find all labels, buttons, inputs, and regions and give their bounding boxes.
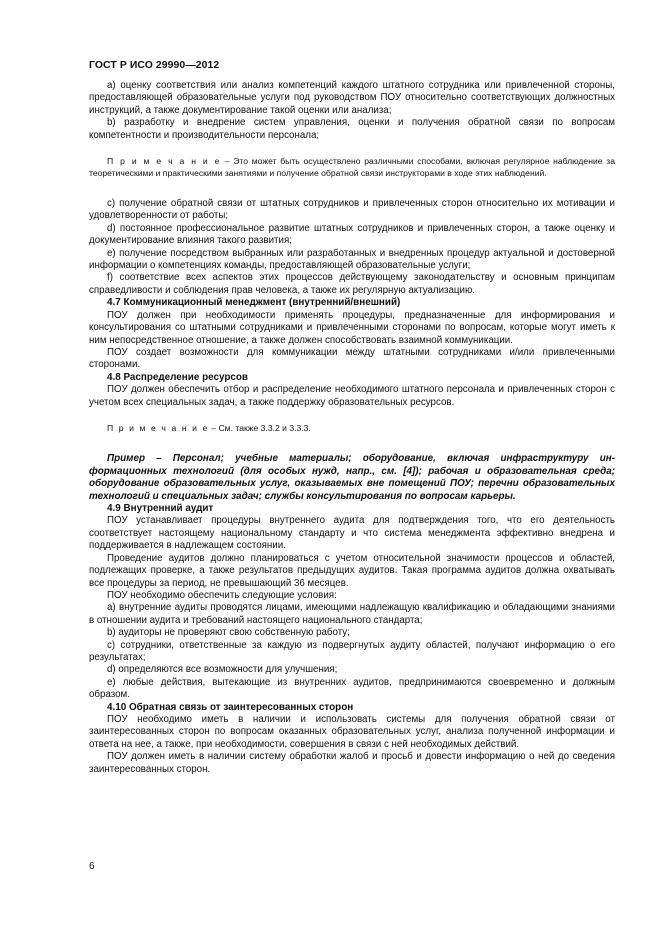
- note-label: П р и м е ч а н и е: [107, 422, 209, 433]
- paragraph-4-7-1: ПОУ должен при необходимости применять процедуры, предназначенные для информирования и консультирования со штатными сотрудниками и привлеченными сторонами по вопросам, которые могут иметь к ним непосредственное отношение, а также должен способствовать взаимной коммуникации.: [89, 309, 615, 346]
- page-number: 6: [89, 861, 95, 872]
- paragraph-4-9-3: ПОУ необходимо обеспечить следующие условия:: [107, 589, 337, 601]
- document-page: [89, 60, 615, 776]
- note-label: П р и м е ч а н и е: [107, 156, 221, 167]
- note-paragraph: [89, 423, 615, 435]
- note-text: – Это может быть осуществлено различными способами, включая регулярное наблюдение за теоретическими и практическими занятиями и получение обратной связи инструкторами в ходе этих наблюдений.: [89, 156, 615, 178]
- section-heading-4-10: 4.10 Обратная связь от заинтересованных сторон: [107, 701, 354, 713]
- paragraph-4-6-b: b) разработку и внедрение систем управления, оценки и получения обратной связи по вопросам компетентности и производительности персонала;: [89, 117, 615, 141]
- example-paragraph: Пример – Персонал; учебные материалы; оборудование, включая инфраструктуру информационных технологий (для особых нужд, напр., см. [4]); рабочая и образовательная среда; оборудование образовательных услуг, оказываемых вне помещений ПОУ; перечни образовательных технологий и специальных задач; службы консультирования по вопросам карьеры.: [89, 453, 615, 502]
- paragraph-4-9-b: b) аудиторы не проверяют свою собственную работу;: [107, 627, 350, 639]
- paragraph-4-7-2: ПОУ создает возможности для коммуникации между штатными сотрудниками и/или привлеченными сторонами.: [89, 346, 615, 371]
- paragraph-4-9-1: ПОУ устанавливает процедуры внутреннего аудита для подтверждения того, что его деятельность соответствует настоящему национальному стандарту и что система менеджмента эффективно внедрена и поддерживается в надлежащем состоянии.: [89, 515, 615, 552]
- paragraph-4-9-c: c) сотрудники, ответственные за каждую из подвергнутых аудиту областей, получают информацию о его результатах;: [89, 639, 615, 663]
- paragraph-4-8-1: ПОУ должен обеспечить отбор и распределение необходимого штатного персонала и привлеченных сторон с учетом всех специальных задач, а также поддержку образовательных ресурсов.: [89, 384, 615, 408]
- section-heading-4-7: 4.7 Коммуникационный менеджмент (внутренний/внешний): [107, 297, 401, 309]
- paragraph-4-10-1: ПОУ необходимо иметь в наличии и использовать системы для получения обратной связи от заинтересованных сторон по вопросам оказанных образовательных услуг, анализа полученной информации и ответа на нее, а также, при необходимости, совершения в связи с ней необходимых действий.: [89, 713, 615, 750]
- paragraph-4-6-a: а) оценку соответствия или анализ компетенций каждого штатного сотрудника или привлеченной стороны, предоставляющей образовательные услуги под руководством ПОУ относительно соответствующих должностных инструкций, а также документирование такой оценки или анализа;: [89, 80, 615, 116]
- paragraph-4-9-d: d) определяются все возможности для улучшения;: [107, 664, 338, 676]
- paragraph-4-6-d: d) постоянное профессиональное развитие штатных сотрудников и привлеченных сторон, а также оценку и документирование влияния такого развития;: [89, 222, 615, 247]
- section-heading-4-9: 4.9 Внутренний аудит: [107, 503, 214, 515]
- paragraph-4-10-2: ПОУ должен иметь в наличии систему обработки жалоб и просьб и довести информацию о ней до сведения заинтересованных сторон.: [89, 751, 615, 775]
- section-heading-4-8: 4.8 Распределение ресурсов: [107, 371, 248, 383]
- note-text: – См. также 3.3.2 и 3.3.3.: [208, 422, 311, 433]
- paragraph-4-6-f: f) соответствие всех аспектов этих процессов действующему законодательству и основным принципам справедливости и соблюдения прав человека, а также их регулярную актуализацию.: [89, 272, 615, 296]
- paragraph-4-6-c: c) получение обратной связи от штатных сотрудников и привлеченных сторон относительно их мотивации и удовлетворенности от работы;: [89, 198, 615, 222]
- paragraph-4-9-a: а) внутренние аудиты проводятся лицами, имеющими надлежащую квалификацию и обладающими знаниями в отношении аудита и требований настоящего национального стандарта;: [89, 602, 615, 626]
- document-header: ГОСТ Р ИСО 29990—2012: [89, 60, 220, 71]
- paragraph-4-9-2: Проведение аудитов должно планироваться с учетом относительной значимости процессов и областей, подлежащих проверке, а также результатов предыдущих аудитов. Такая программа аудитов должна охватывать все процедуры за период, не превышающий 36 месяцев.: [89, 552, 615, 589]
- note-paragraph: [89, 156, 615, 179]
- paragraph-4-6-e: e) получение посредством выбранных или разработанных и внедренных процедур актуальной и достоверной информации о компетенциях команды, предоставляющей образовательные услуги;: [89, 247, 615, 272]
- paragraph-4-9-e: e) любые действия, вытекающие из внутренних аудитов, предпринимаются своевременно и должным образом.: [89, 676, 615, 701]
